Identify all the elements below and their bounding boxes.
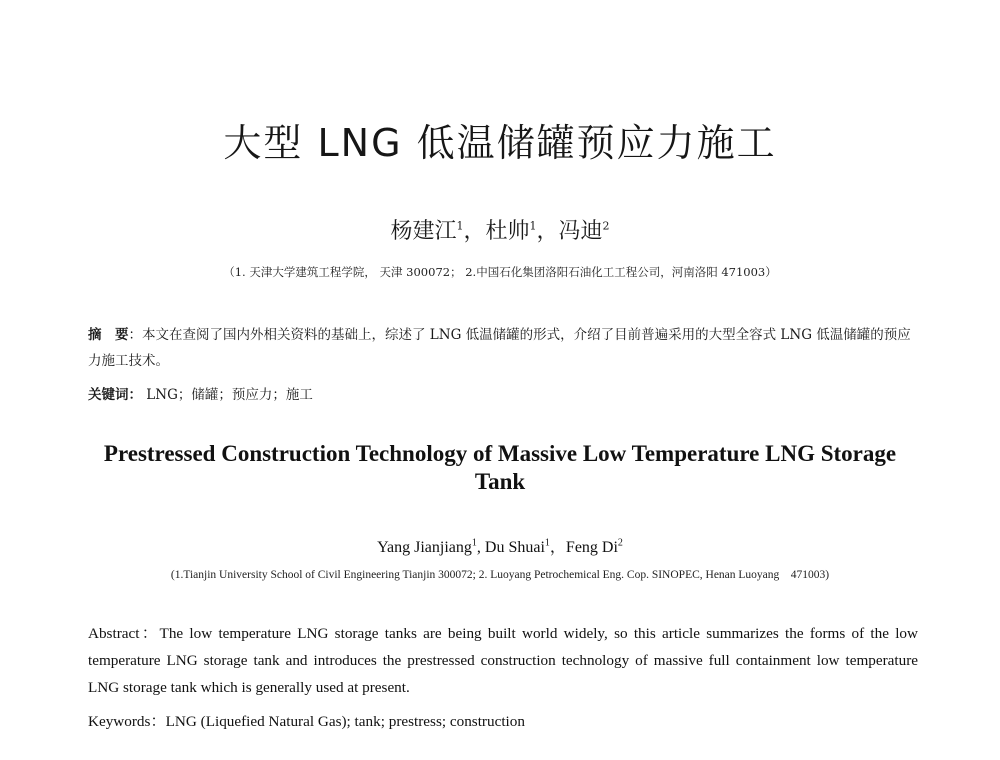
chinese-keywords-label: 关键词： <box>88 387 142 403</box>
english-author: Du Shuai <box>484 539 545 556</box>
author-separator: ， <box>536 219 559 244</box>
author-separator: , <box>476 539 485 556</box>
english-keywords <box>88 710 918 734</box>
english-author: Yang Jianjiang <box>377 539 472 556</box>
english-keywords-label: Keywords <box>88 713 151 730</box>
english-author: Feng Di <box>565 539 618 556</box>
chinese-author: 杜帅 <box>485 219 530 244</box>
chinese-abstract-text: ：本文在查阅了国内外相关资料的基础上，综述了 LNG 低温储罐的形式，介绍了目前普遍采用的大型全容式 LNG 低温储罐的预应力施工技术。 <box>88 327 911 369</box>
affiliation-mark: 1 <box>544 537 550 549</box>
english-affiliation: (1.Tianjin University School of Civil Engineering Tianjin 300072; 2. Luoyang Petrochemical Eng. Cop. SINOPEC, Henan Luoyang 471003) <box>170 569 830 581</box>
affiliation-mark: 2 <box>617 537 623 549</box>
affiliation-mark: 1 <box>529 219 537 233</box>
chinese-author: 杨建江 <box>390 219 457 244</box>
author-separator: ， <box>549 539 566 556</box>
chinese-keywords-text: LNG；储罐；预应力；施工 <box>142 387 313 403</box>
chinese-abstract <box>88 322 914 374</box>
english-abstract-text: ：The low temperature LNG storage tanks are being built world widely, so this article summarizes the forms of the low temperature LNG storage tank and introduces the prestressed construction technology of massive full containment low temperature LNG storage tank which is generally used at present. <box>88 625 918 696</box>
affiliation-mark: 2 <box>602 219 610 233</box>
affiliation-mark: 1 <box>471 537 477 549</box>
chinese-affiliation: （1. 天津大学建筑工程学院， 天津 300072； 2.中国石化集团洛阳石油化工工程公司，河南洛阳 471003） <box>223 265 777 279</box>
chinese-author: 冯迪 <box>558 219 603 244</box>
english-keywords-text: ：LNG (Liquefied Natural Gas); tank; prestress; construction <box>150 713 525 730</box>
chinese-author-list <box>0 214 1000 245</box>
english-author-list <box>0 534 1000 557</box>
chinese-title: 大型 LNG 低温储罐预应力施工 <box>223 121 777 165</box>
chinese-abstract-label: 摘 要 <box>88 327 129 343</box>
english-title: Prestressed Construction Technology of Massive Low Temperature LNG Storage Tank <box>103 441 897 494</box>
affiliation-mark: 1 <box>456 219 464 233</box>
english-abstract-label: Abstract <box>88 625 140 642</box>
english-abstract <box>88 620 918 701</box>
chinese-keywords <box>88 384 914 406</box>
author-separator: ， <box>463 219 486 244</box>
